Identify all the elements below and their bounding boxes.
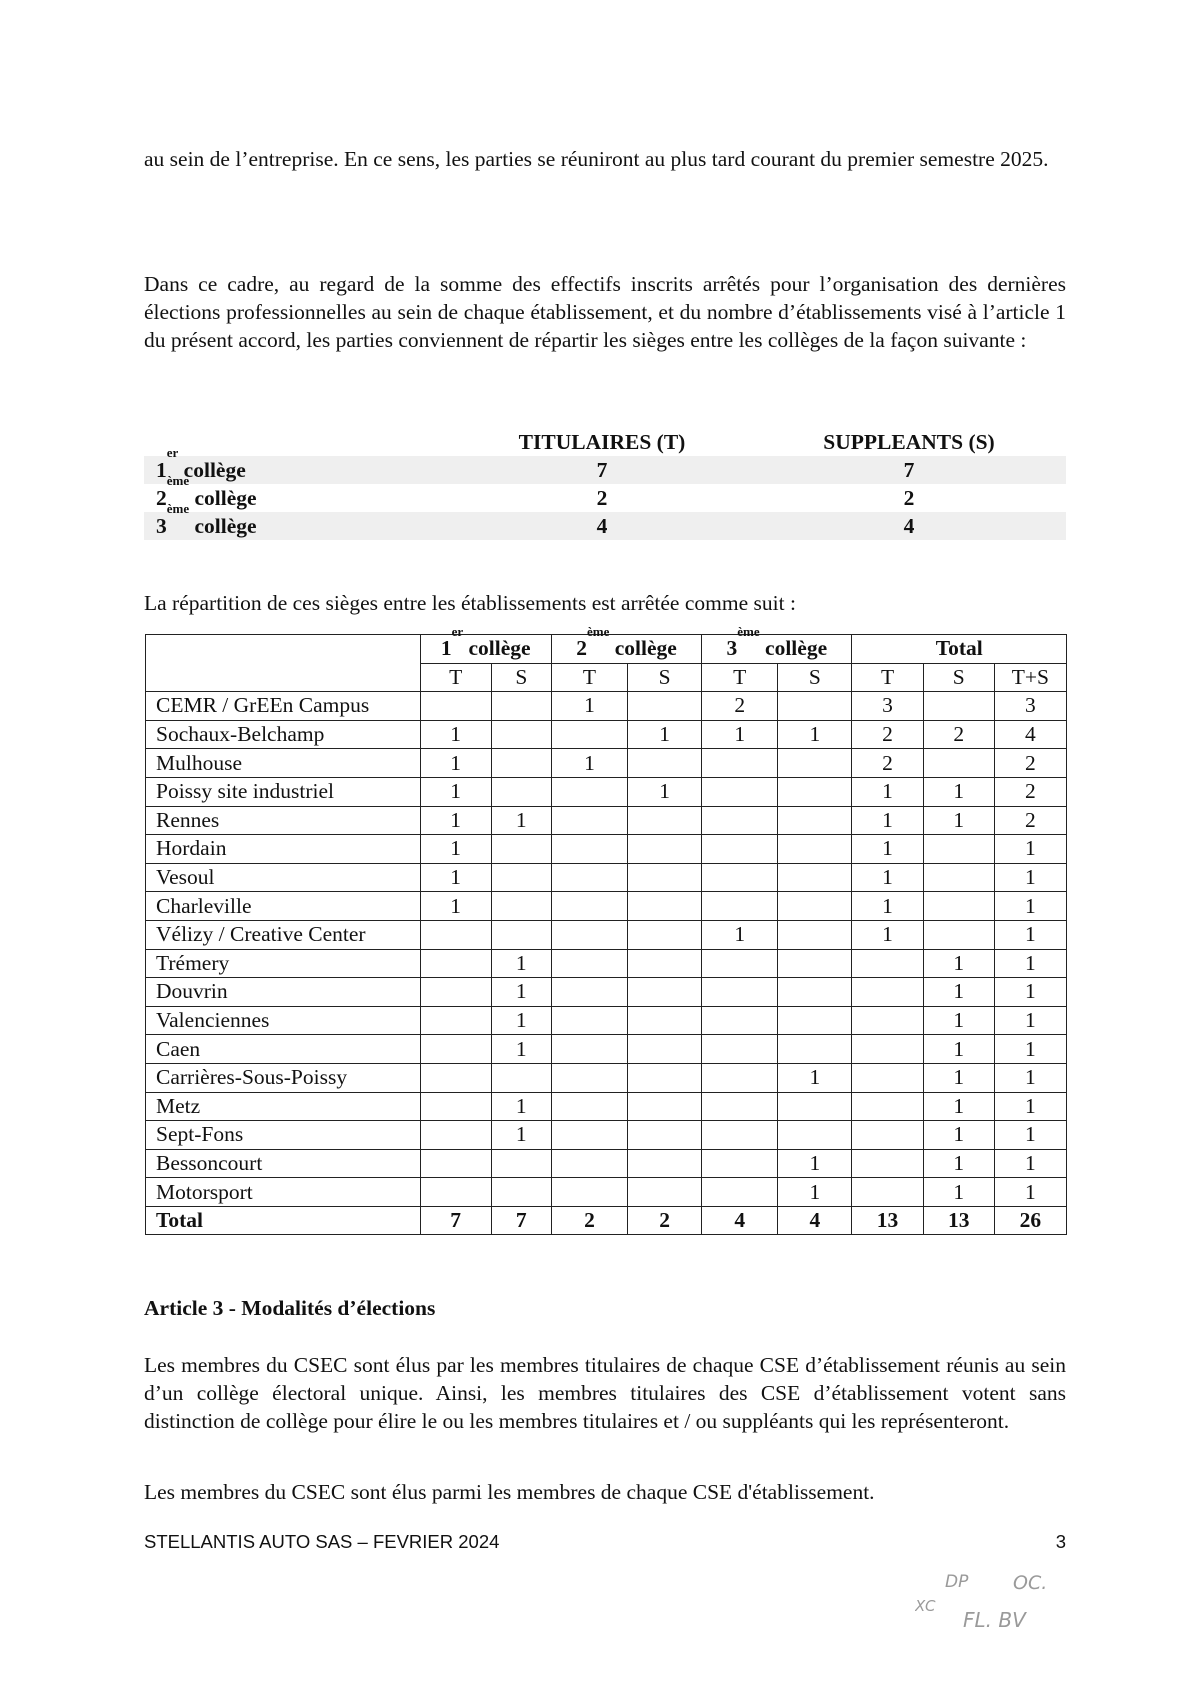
seat-cell: 1	[420, 749, 491, 778]
seat-cell	[628, 978, 702, 1007]
page-number: 3	[1055, 1531, 1066, 1552]
table-row	[146, 1092, 1067, 1121]
seat-cell	[778, 1035, 852, 1064]
seat-cell: 1	[491, 1121, 551, 1150]
seat-cell	[628, 1092, 702, 1121]
footer-company-date: STELLANTIS AUTO SAS – FEVRIER 2024	[144, 1531, 500, 1552]
seat-cell	[852, 1035, 923, 1064]
seat-cell	[551, 1178, 627, 1207]
establishment-name: Trémery	[146, 949, 421, 978]
seat-cell: 1	[778, 1178, 852, 1207]
seat-cell	[491, 863, 551, 892]
seats-header-suppleants: SUPPLEANTS (S)	[823, 430, 995, 454]
seat-cell: 13	[923, 1206, 994, 1235]
seat-cell: 1	[923, 1092, 994, 1121]
seat-cell	[852, 949, 923, 978]
seat-cell: 2	[628, 1206, 702, 1235]
establishment-name: Valenciennes	[146, 1006, 421, 1035]
seat-cell: 1	[994, 949, 1066, 978]
distribution-table-body	[146, 624, 1067, 1235]
seat-cell	[923, 835, 994, 864]
establishment-name: Mulhouse	[146, 749, 421, 778]
seats-table	[144, 428, 1066, 540]
seat-cell	[420, 920, 491, 949]
seat-cell: 1	[994, 1121, 1066, 1150]
seat-cell	[551, 978, 627, 1007]
seat-cell: 1	[994, 835, 1066, 864]
establishment-name: Caen	[146, 1035, 421, 1064]
seat-cell: 1	[420, 835, 491, 864]
seat-cell: 2	[994, 749, 1066, 778]
seat-cell: 1	[420, 777, 491, 806]
seat-cell	[491, 692, 551, 721]
seat-cell	[702, 806, 778, 835]
seat-cell	[491, 777, 551, 806]
seat-cell	[491, 1149, 551, 1178]
seat-cell: 1	[923, 806, 994, 835]
seat-cell: 1	[852, 777, 923, 806]
seat-cell	[628, 892, 702, 921]
seat-cell: 1	[491, 1006, 551, 1035]
seat-cell	[551, 863, 627, 892]
seat-cell: 1	[923, 777, 994, 806]
establishment-name: Bessoncourt	[146, 1149, 421, 1178]
seat-cell: 1	[994, 1149, 1066, 1178]
seat-cell: 1	[778, 1063, 852, 1092]
seat-cell	[702, 749, 778, 778]
seats-row	[144, 484, 1066, 512]
seat-cell: 1	[420, 892, 491, 921]
seat-cell: 1	[551, 749, 627, 778]
seat-cell: 3	[994, 692, 1066, 721]
subheader-cell: T+S	[994, 663, 1066, 692]
seat-cell	[491, 920, 551, 949]
seat-cell: 7	[491, 1206, 551, 1235]
seat-cell	[852, 1063, 923, 1092]
seat-cell	[551, 949, 627, 978]
seats-header-titulaires: TITULAIRES (T)	[518, 430, 686, 454]
table-row	[146, 949, 1067, 978]
seat-cell: 1	[420, 863, 491, 892]
subheader-cell: S	[491, 663, 551, 692]
seat-cell	[628, 1006, 702, 1035]
seat-cell	[923, 863, 994, 892]
seat-cell: 4	[702, 1206, 778, 1235]
establishment-name: Vélizy / Creative Center	[146, 920, 421, 949]
seat-cell: 13	[852, 1206, 923, 1235]
group-header-college-3: 3ème collège	[702, 635, 852, 664]
seat-cell: 1	[994, 1178, 1066, 1207]
seat-cell	[491, 1178, 551, 1207]
table-row	[146, 692, 1067, 721]
seat-cell: 1	[994, 920, 1066, 949]
table-row	[146, 863, 1067, 892]
seat-cell: 1	[852, 835, 923, 864]
establishment-name: Poissy site industriel	[146, 777, 421, 806]
total-label: Total	[146, 1206, 421, 1235]
table-row	[146, 978, 1067, 1007]
establishment-name: Vesoul	[146, 863, 421, 892]
table-row	[146, 777, 1067, 806]
table-row	[146, 1149, 1067, 1178]
seat-cell	[551, 777, 627, 806]
seat-cell: 1	[923, 1063, 994, 1092]
seat-cell	[551, 720, 627, 749]
initials-dp: DP	[945, 1572, 969, 1592]
seat-cell: 1	[923, 978, 994, 1007]
seat-cell	[551, 1006, 627, 1035]
seat-cell	[923, 920, 994, 949]
seat-cell: 2	[994, 777, 1066, 806]
seat-cell	[491, 1063, 551, 1092]
table-row	[146, 1035, 1067, 1064]
establishment-name: Charleville	[146, 892, 421, 921]
seats-row-titulaires: 7	[452, 456, 752, 484]
group-header-college-1: 1er collège	[420, 635, 551, 664]
seat-cell	[702, 777, 778, 806]
seat-cell: 1	[994, 1092, 1066, 1121]
seat-cell: 1	[491, 949, 551, 978]
seats-row-label: 3ème collège	[144, 512, 452, 540]
seat-cell: 1	[852, 863, 923, 892]
seat-cell	[852, 1006, 923, 1035]
seat-cell	[551, 806, 627, 835]
seat-cell	[420, 978, 491, 1007]
seat-cell	[702, 1035, 778, 1064]
establishment-name: Rennes	[146, 806, 421, 835]
seat-cell	[420, 692, 491, 721]
establishment-name: Hordain	[146, 835, 421, 864]
seat-cell: 1	[923, 1035, 994, 1064]
seat-cell	[778, 835, 852, 864]
table-row	[146, 1121, 1067, 1150]
seat-cell: 1	[923, 1149, 994, 1178]
seat-cell	[702, 949, 778, 978]
initials-xc: XC	[915, 1597, 936, 1615]
intro-paragraph-1: au sein de l’entreprise. En ce sens, les parties se réuniront au plus tard courant du premier semestre 2025.	[144, 147, 1049, 171]
seat-cell	[420, 1063, 491, 1092]
seat-cell	[628, 949, 702, 978]
table-row	[146, 835, 1067, 864]
seat-cell: 1	[491, 1035, 551, 1064]
seat-cell	[628, 920, 702, 949]
initials-fl-bv: FL. BV	[963, 1608, 1026, 1632]
seats-row-suppleants: 2	[903, 486, 915, 510]
seat-cell	[628, 835, 702, 864]
seat-cell	[551, 1063, 627, 1092]
seat-cell	[420, 1092, 491, 1121]
establishment-name: Sochaux-Belchamp	[146, 720, 421, 749]
distribution-table	[145, 624, 1067, 1235]
establishment-name: Carrières-Sous-Poissy	[146, 1063, 421, 1092]
article-3-paragraph-1: Les membres du CSEC sont élus par les membres titulaires de chaque CSE d’établissement réunis au sein d’un collège électoral unique. Ainsi, les membres titulaires des CSE d’établissement votent sans distinction de collège pour élire le ou les membres titulaires et / ou suppléants qui les représenteront.	[144, 1353, 1066, 1433]
seat-cell: 1	[778, 1149, 852, 1178]
seat-cell	[491, 835, 551, 864]
seat-cell: 1	[923, 1006, 994, 1035]
seat-cell: 1	[491, 1092, 551, 1121]
seat-cell: 1	[994, 1063, 1066, 1092]
group-header-college-2: 2ème collège	[551, 635, 701, 664]
seat-cell: 2	[923, 720, 994, 749]
seats-row-label: 2ème collège	[156, 473, 257, 510]
seat-cell: 1	[420, 720, 491, 749]
seat-cell	[491, 720, 551, 749]
seat-cell: 1	[491, 806, 551, 835]
seat-cell	[923, 749, 994, 778]
table-row	[146, 892, 1067, 921]
seat-cell: 1	[628, 777, 702, 806]
seat-cell	[628, 692, 702, 721]
table-row	[146, 1178, 1067, 1207]
seat-cell	[628, 1149, 702, 1178]
seat-cell	[628, 1063, 702, 1092]
seat-cell: 7	[420, 1206, 491, 1235]
seat-cell: 2	[994, 806, 1066, 835]
seat-cell	[702, 863, 778, 892]
seat-cell	[778, 892, 852, 921]
seat-cell	[702, 1092, 778, 1121]
seat-cell	[778, 920, 852, 949]
subheader-cell: T	[852, 663, 923, 692]
seat-cell: 1	[551, 692, 627, 721]
table-row	[146, 806, 1067, 835]
seat-cell: 1	[702, 720, 778, 749]
establishment-name: Sept-Fons	[146, 1121, 421, 1150]
seat-cell	[551, 1121, 627, 1150]
seat-cell	[628, 1178, 702, 1207]
seats-row-titulaires: 2	[596, 486, 608, 510]
seat-cell	[420, 1121, 491, 1150]
seats-row-label: 1er collège	[144, 456, 452, 484]
seat-cell	[628, 1121, 702, 1150]
seat-cell: 1	[852, 920, 923, 949]
seat-cell	[778, 749, 852, 778]
seat-cell: 1	[923, 1178, 994, 1207]
seat-cell: 2	[852, 749, 923, 778]
establishment-name: Metz	[146, 1092, 421, 1121]
subheader-cell: S	[923, 663, 994, 692]
seats-row	[144, 512, 1066, 540]
seat-cell	[778, 1121, 852, 1150]
table-row	[146, 1063, 1067, 1092]
article-3-heading: Article 3 - Modalités d’élections	[144, 1296, 436, 1320]
seat-cell	[551, 1035, 627, 1064]
seat-cell: 3	[852, 692, 923, 721]
seat-cell: 1	[994, 892, 1066, 921]
seat-cell	[420, 1006, 491, 1035]
seat-cell: 1	[702, 920, 778, 949]
seat-cell: 1	[420, 806, 491, 835]
seat-cell	[551, 1149, 627, 1178]
seat-cell	[852, 1178, 923, 1207]
seat-cell: 4	[778, 1206, 852, 1235]
seat-cell	[923, 892, 994, 921]
seat-cell	[702, 1121, 778, 1150]
seat-cell	[702, 1063, 778, 1092]
seat-cell: 2	[551, 1206, 627, 1235]
group-header-total: Total	[852, 635, 1067, 664]
seat-cell: 1	[994, 978, 1066, 1007]
seat-cell	[778, 978, 852, 1007]
seat-cell: 1	[852, 892, 923, 921]
seat-cell: 4	[994, 720, 1066, 749]
seats-row	[144, 456, 1066, 484]
seat-cell	[778, 1092, 852, 1121]
seat-cell	[628, 863, 702, 892]
page-footer	[144, 1531, 1066, 1553]
distribution-intro: La répartition de ces sièges entre les établissements est arrêtée comme suit :	[144, 591, 796, 615]
seat-cell: 1	[852, 806, 923, 835]
seat-cell	[852, 1149, 923, 1178]
table-row	[146, 720, 1067, 749]
seat-cell	[628, 806, 702, 835]
seat-cell	[551, 835, 627, 864]
seat-cell	[491, 749, 551, 778]
seat-cell	[923, 692, 994, 721]
seat-cell	[778, 949, 852, 978]
seat-cell	[702, 978, 778, 1007]
seat-cell	[702, 892, 778, 921]
seat-cell	[778, 863, 852, 892]
seats-header-row	[144, 428, 1066, 456]
seat-cell	[702, 1006, 778, 1035]
seat-cell: 1	[994, 1035, 1066, 1064]
seat-cell	[778, 692, 852, 721]
seat-cell: 1	[923, 949, 994, 978]
establishment-name: Douvrin	[146, 978, 421, 1007]
seat-cell	[778, 1006, 852, 1035]
seat-cell	[420, 1149, 491, 1178]
table-row	[146, 1006, 1067, 1035]
seats-row-titulaires: 4	[452, 512, 752, 540]
establishment-name: Motorsport	[146, 1178, 421, 1207]
seat-cell	[628, 1035, 702, 1064]
seats-row-suppleants: 7	[752, 456, 1066, 484]
seat-cell: 2	[702, 692, 778, 721]
initials-oc: OC.	[1013, 1572, 1048, 1594]
subheader-cell: S	[628, 663, 702, 692]
table-row	[146, 749, 1067, 778]
distribution-group-header-row	[146, 635, 1067, 664]
seat-cell	[778, 777, 852, 806]
seat-cell	[702, 1178, 778, 1207]
seat-cell: 1	[994, 863, 1066, 892]
seat-cell	[852, 1092, 923, 1121]
article-3-paragraph-2: Les membres du CSEC sont élus parmi les membres de chaque CSE d'établissement.	[144, 1480, 875, 1504]
seat-cell	[702, 835, 778, 864]
subheader-cell: T	[702, 663, 778, 692]
subheader-cell: T	[420, 663, 491, 692]
seat-cell	[702, 1149, 778, 1178]
seat-cell	[551, 1092, 627, 1121]
subheader-cell: T	[551, 663, 627, 692]
total-row	[146, 1206, 1067, 1235]
subheader-cell: S	[778, 663, 852, 692]
seat-cell: 1	[778, 720, 852, 749]
seat-cell: 26	[994, 1206, 1066, 1235]
seat-cell	[778, 806, 852, 835]
seat-cell	[852, 978, 923, 1007]
seat-cell: 1	[628, 720, 702, 749]
seat-cell	[551, 920, 627, 949]
seat-cell	[420, 1178, 491, 1207]
seat-cell: 1	[923, 1121, 994, 1150]
seat-cell: 1	[994, 1006, 1066, 1035]
establishment-name: CEMR / GrEEn Campus	[146, 692, 421, 721]
handwritten-initials	[915, 1567, 1075, 1637]
table-row	[146, 920, 1067, 949]
seat-cell	[551, 892, 627, 921]
seat-cell: 2	[852, 720, 923, 749]
seat-cell	[628, 749, 702, 778]
intro-paragraph-2: Dans ce cadre, au regard de la somme des effectifs inscrits arrêtés pour l’organisation des dernières élections professionnelles au sein de chaque établissement, et du nombre d’établissements visé à l’article 1 du présent accord, les parties conviennent de répartir les sièges entre les collèges de la façon suivante :	[144, 272, 1066, 352]
seat-cell	[491, 892, 551, 921]
seat-cell	[420, 1035, 491, 1064]
seats-row-suppleants: 4	[752, 512, 1066, 540]
seat-cell	[852, 1121, 923, 1150]
seat-cell	[420, 949, 491, 978]
seat-cell: 1	[491, 978, 551, 1007]
